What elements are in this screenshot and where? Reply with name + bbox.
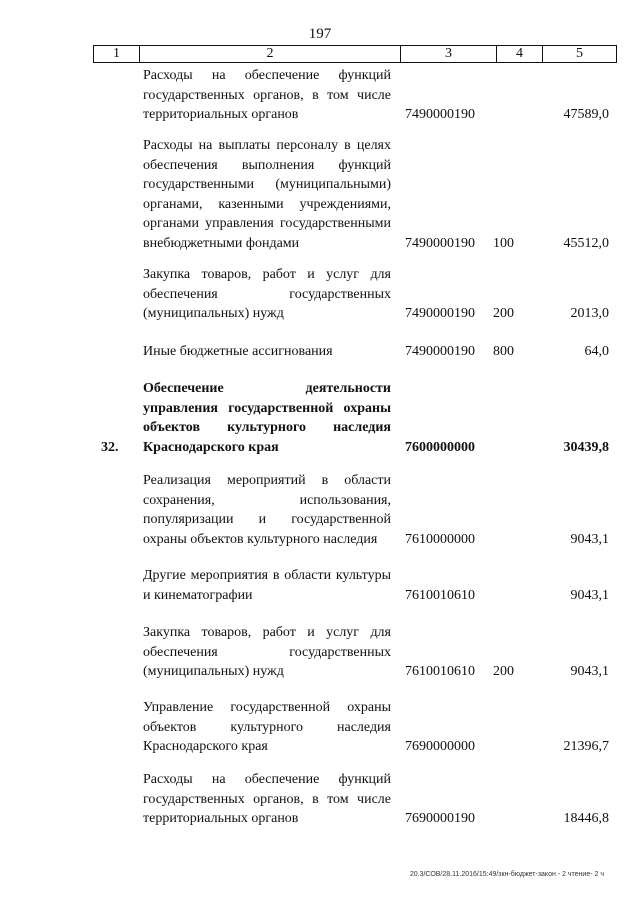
- table-row: [93, 471, 617, 549]
- table-row: [93, 770, 617, 829]
- row-code: 7690000000: [405, 739, 475, 755]
- row-description: Расходы на выплаты персоналу в целях обеспечения выполнения функций государственными (муниципальными) органами, казенными учреждениями, органами управления государственными внебюджетными фондами: [143, 138, 391, 251]
- row-code: 7610000000: [405, 531, 475, 547]
- row-amount: 9043,1: [570, 531, 609, 547]
- table-row: [93, 566, 617, 605]
- row-code: 7490000190: [405, 107, 475, 123]
- row-expense-type: 200: [493, 306, 514, 322]
- column-header-row: [93, 45, 617, 63]
- row-expense-type: 200: [493, 664, 514, 680]
- row-amount: 47589,0: [563, 107, 609, 123]
- row-amount: 9043,1: [570, 664, 609, 680]
- row-code: 7490000190: [405, 306, 475, 322]
- row-number: 32.: [101, 439, 119, 455]
- page-number: 197: [308, 26, 332, 42]
- table-row: [93, 623, 617, 682]
- column-header-5: 5: [576, 46, 583, 61]
- row-expense-type: 100: [493, 235, 514, 251]
- row-amount: 21396,7: [563, 739, 609, 755]
- row-amount: 9043,1: [570, 587, 609, 603]
- row-amount: 18446,8: [563, 811, 609, 827]
- row-code: 7690000190: [405, 811, 475, 827]
- column-header-2: 2: [140, 46, 401, 62]
- table-row-section: [93, 379, 617, 457]
- row-description: Закупка товаров, работ и услуг для обеспечения государственных (муниципальных) нужд: [143, 267, 391, 322]
- table-row: [93, 342, 617, 362]
- row-code: 7600000000: [405, 439, 475, 455]
- row-amount: 64,0: [584, 344, 609, 359]
- row-amount: 2013,0: [570, 306, 609, 322]
- table-row: [93, 66, 617, 125]
- table-row: [93, 136, 617, 254]
- row-code: 7490000190: [405, 344, 475, 359]
- row-description: Закупка товаров, работ и услуг для обеспечения государственных (муниципальных) нужд: [143, 625, 391, 680]
- column-header-3: 3: [401, 46, 497, 62]
- column-header-4: 4: [497, 46, 543, 62]
- row-description: Обеспечение деятельности управления государственной охраны объектов культурного наследия Краснодарского края: [143, 381, 391, 455]
- document-footer: 20.3/СОВ/28.11.2016/15:49/зкн-бюджет-закон - 2 чтение- 2 ч: [409, 871, 604, 878]
- table-row: [93, 698, 617, 757]
- row-description: Расходы на обеспечение функций государственных органов, в том числе территориальных органов: [143, 68, 391, 123]
- row-description: Реализация мероприятий в области сохранения, использования, популяризации и государственной охраны объектов культурного наследия: [143, 473, 391, 547]
- row-description: Другие мероприятия в области культуры и кинематографии: [143, 568, 391, 603]
- table-row: [93, 265, 617, 324]
- row-expense-type: 800: [493, 344, 514, 359]
- row-description: Управление государственной охраны объектов культурного наследия Краснодарского края: [143, 700, 391, 755]
- row-description: Расходы на обеспечение функций государственных органов, в том числе территориальных органов: [143, 772, 391, 827]
- row-description: Иные бюджетные ассигнования: [143, 344, 333, 359]
- column-header-1: 1: [94, 46, 140, 62]
- row-amount: 45512,0: [563, 235, 609, 251]
- row-code: 7610010610: [405, 664, 475, 680]
- row-code: 7610010610: [405, 587, 475, 603]
- row-code: 7490000190: [405, 235, 475, 251]
- row-amount: 30439,8: [563, 439, 609, 455]
